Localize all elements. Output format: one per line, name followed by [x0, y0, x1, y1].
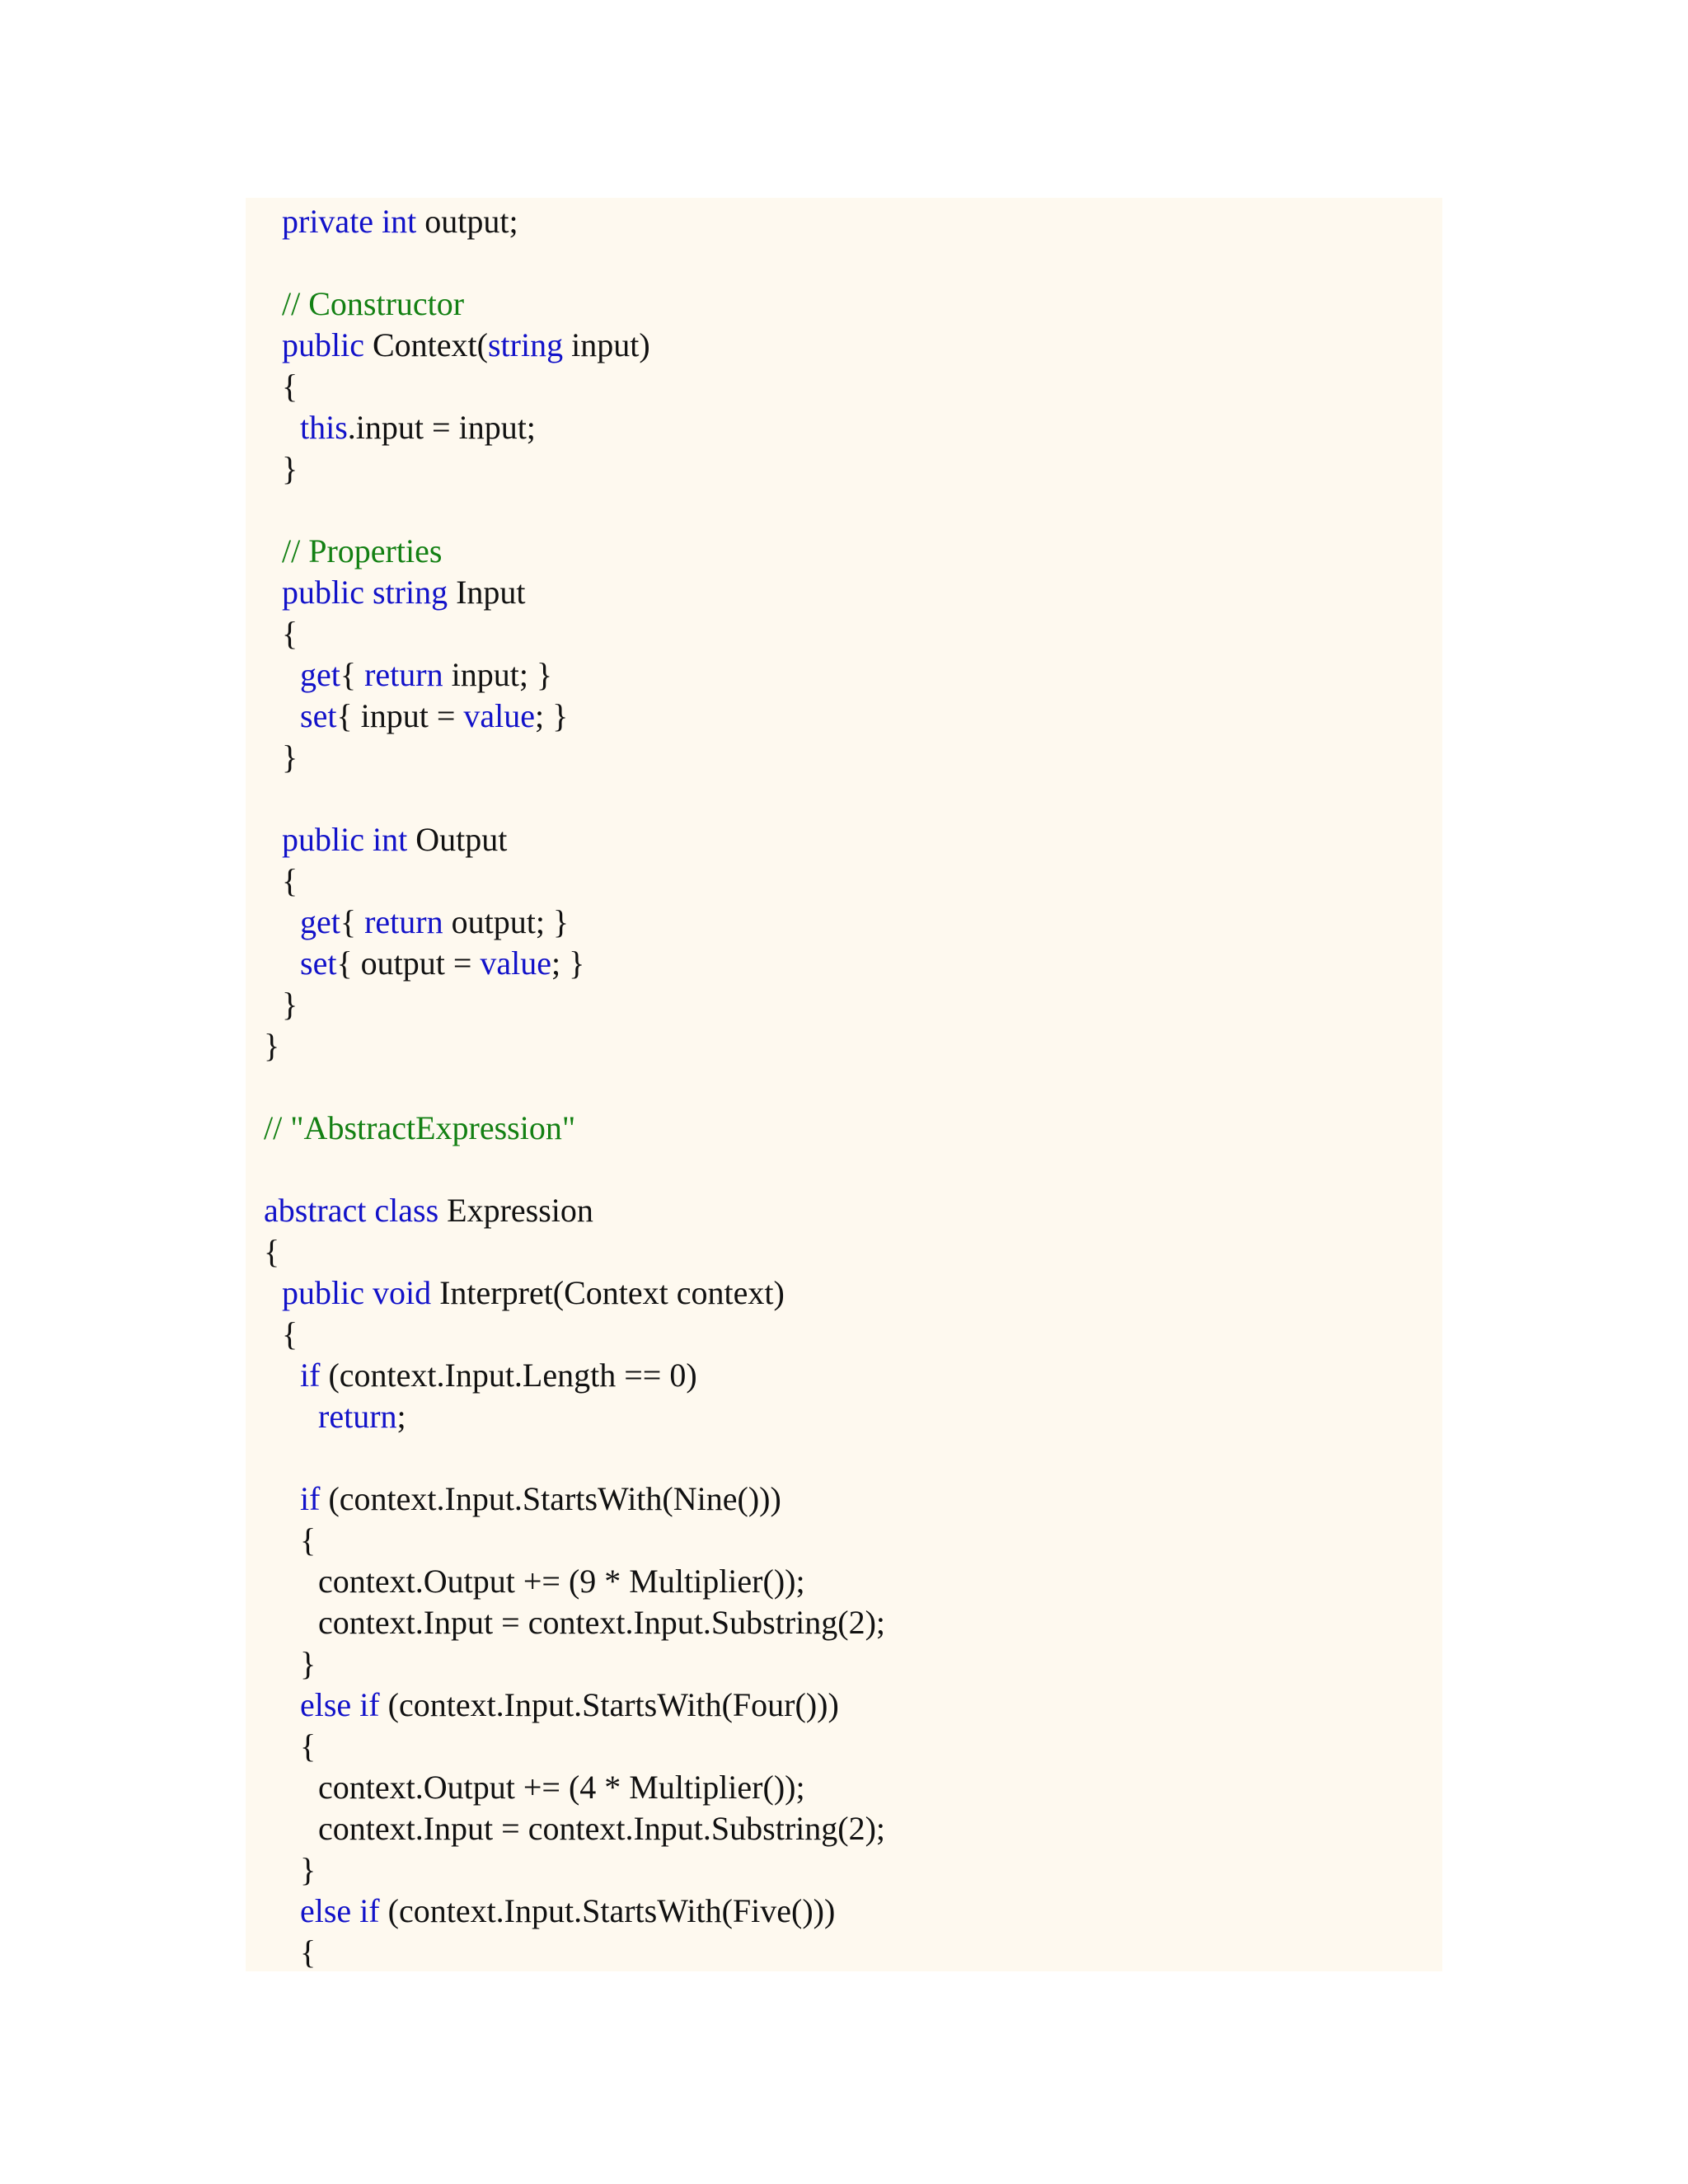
code-line — [264, 1190, 593, 1231]
code-line — [282, 201, 518, 242]
code-text: } — [282, 738, 298, 776]
code-text: Output — [407, 821, 508, 858]
code-keyword: if — [300, 1480, 321, 1517]
code-line — [318, 1767, 805, 1808]
code-text: ; — [396, 1398, 406, 1435]
code-text: { — [300, 1933, 316, 1971]
code-line — [282, 984, 298, 1025]
code-keyword: abstract — [264, 1192, 367, 1229]
code-keyword: value — [463, 697, 536, 734]
code-line — [318, 1396, 406, 1437]
code-text: { — [300, 1521, 316, 1558]
code-text: { — [282, 368, 298, 405]
code-text: (context.Input.StartsWith(Nine())) — [320, 1480, 781, 1517]
code-line — [264, 1108, 575, 1149]
code-line — [282, 860, 298, 902]
code-line — [300, 1479, 781, 1520]
code-keyword: private — [282, 203, 374, 240]
code-line — [300, 943, 584, 984]
code-comment: // Properties — [282, 532, 443, 569]
code-listing-panel — [246, 198, 1442, 1971]
code-keyword: return — [364, 656, 443, 693]
code-keyword: if — [359, 1686, 380, 1723]
code-text: { — [340, 903, 365, 940]
code-line — [300, 1520, 316, 1561]
code-keyword: public — [282, 821, 364, 858]
code-text: { — [282, 862, 298, 899]
code-text: { — [300, 1727, 316, 1765]
code-keyword: return — [364, 903, 443, 940]
code-text: { — [282, 615, 298, 652]
code-keyword: int — [372, 821, 408, 858]
code-line — [282, 613, 298, 654]
code-line — [264, 1231, 279, 1272]
code-text: ; } — [535, 697, 569, 734]
code-text: input) — [563, 326, 650, 363]
code-line — [300, 407, 536, 448]
code-keyword: get — [300, 903, 340, 940]
code-line — [300, 902, 569, 943]
code-text — [373, 203, 382, 240]
code-text: { input = — [336, 697, 464, 734]
code-keyword: this — [300, 409, 348, 446]
code-keyword: class — [374, 1192, 439, 1229]
code-comment: // "AbstractExpression" — [264, 1109, 576, 1146]
code-text — [364, 821, 373, 858]
code-text: output; — [416, 203, 518, 240]
code-text: { output = — [336, 944, 481, 982]
code-line — [300, 696, 568, 737]
code-text: Interpret(Context context) — [431, 1274, 785, 1311]
code-text: Context( — [363, 326, 488, 363]
code-line — [282, 1272, 785, 1314]
code-text: .input = input; — [347, 409, 536, 446]
code-keyword: public — [282, 326, 364, 363]
code-keyword: value — [480, 944, 552, 982]
code-keyword: if — [300, 1357, 321, 1394]
code-line — [300, 1726, 316, 1767]
code-text — [364, 1274, 373, 1311]
code-text: output; } — [443, 903, 570, 940]
code-text: Input — [448, 574, 526, 611]
code-text: } — [282, 986, 298, 1023]
code-keyword: set — [300, 697, 337, 734]
code-text: } — [300, 1645, 316, 1682]
code-text: context.Output += (4 * Multiplier()); — [318, 1769, 805, 1806]
code-keyword: public — [282, 1274, 364, 1311]
code-line — [318, 1561, 805, 1602]
code-keyword: if — [359, 1892, 380, 1929]
code-keyword: else — [300, 1892, 352, 1929]
code-text: { — [282, 1315, 298, 1352]
code-text: Expression — [438, 1192, 593, 1229]
code-text: input; } — [443, 656, 553, 693]
code-line — [282, 572, 526, 613]
code-line — [282, 284, 464, 325]
code-line — [318, 1808, 885, 1849]
code-keyword: return — [318, 1398, 397, 1435]
code-line — [282, 737, 298, 778]
code-keyword: string — [372, 574, 448, 611]
code-line — [300, 1685, 839, 1726]
code-keyword: public — [282, 574, 364, 611]
code-line — [282, 325, 650, 366]
code-text — [351, 1686, 359, 1723]
code-line — [300, 1849, 316, 1891]
code-line — [300, 1891, 835, 1932]
code-text: context.Output += (9 * Multiplier()); — [318, 1563, 805, 1600]
code-keyword: void — [372, 1274, 432, 1311]
code-keyword: set — [300, 944, 337, 982]
code-text: ; } — [551, 944, 585, 982]
code-text — [364, 574, 373, 611]
code-text: (context.Input.StartsWith(Five())) — [379, 1892, 836, 1929]
code-line — [282, 819, 507, 860]
code-text: context.Input = context.Input.Substring(2); — [318, 1810, 886, 1847]
code-line — [282, 531, 442, 572]
code-keyword: get — [300, 656, 340, 693]
code-text: (context.Input.Length == 0) — [320, 1357, 697, 1394]
code-line — [318, 1602, 885, 1643]
code-text: } — [300, 1851, 316, 1888]
code-text: } — [264, 1027, 280, 1064]
code-line — [264, 1025, 279, 1066]
code-text — [366, 1192, 374, 1229]
code-comment: // Constructor — [282, 285, 465, 322]
code-text: context.Input = context.Input.Substring(2); — [318, 1604, 886, 1641]
code-line — [282, 366, 298, 407]
code-keyword: int — [382, 203, 417, 240]
code-text: } — [282, 450, 298, 487]
code-line — [282, 448, 298, 490]
code-keyword: else — [300, 1686, 352, 1723]
code-line — [300, 1355, 697, 1396]
code-line — [282, 1314, 298, 1355]
code-text: (context.Input.StartsWith(Four())) — [379, 1686, 839, 1723]
code-line — [300, 1643, 316, 1685]
code-line — [300, 1932, 316, 1973]
code-keyword: string — [487, 326, 564, 363]
code-text: { — [340, 656, 365, 693]
code-text — [351, 1892, 359, 1929]
code-line — [300, 654, 552, 696]
code-text: { — [264, 1233, 280, 1270]
